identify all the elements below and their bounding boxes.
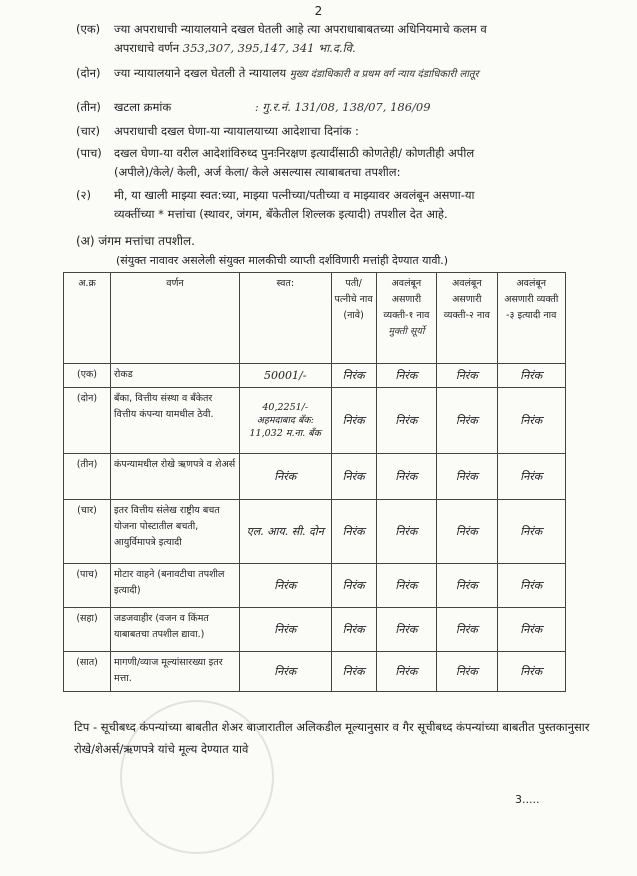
item-1 xyxy=(78,20,583,58)
row-dependent-1: निरंक xyxy=(376,564,436,608)
row-dependent-3: निरंक xyxy=(497,454,565,500)
table-row xyxy=(64,500,566,564)
row-self: निरंक xyxy=(240,454,332,500)
row-no: (एक) xyxy=(64,364,111,388)
table-row xyxy=(64,388,566,454)
header-dependent-2: अवलंबून असणारी व्यक्ती-२ नाव xyxy=(437,273,497,364)
header-self: स्वत: xyxy=(240,273,332,364)
row-self: एल. आय. सी. दोन xyxy=(240,500,332,564)
row-description: कंपन्यामधील रोखे ऋणपत्रे व शेअर्स xyxy=(111,454,240,500)
table-row xyxy=(64,652,566,692)
row-spouse: निरंक xyxy=(331,364,376,388)
item-1-label: (एक) xyxy=(76,22,101,36)
item-4-text: अपराधाची दखल घेणा-या न्यायालयाच्या आदेशाचा दिनांक : xyxy=(114,124,359,138)
item-5-label: (पाच) xyxy=(76,146,102,160)
row-self: 40,2251/- अहमदाबाद बँक: 11,032 म.ना. बँक xyxy=(240,388,332,454)
table-row xyxy=(64,364,566,388)
header-spouse: पती/पत्नीचे नाव (नावे) xyxy=(331,273,376,364)
header-description: वर्णन xyxy=(111,273,240,364)
row-no: (तीन) xyxy=(64,454,111,500)
item-5-line2: (अपीले)/केले/ केली, अर्ज केला/ केले असल्यास त्याबाबतचा तपशील: xyxy=(114,165,401,179)
row-dependent-1: निरंक xyxy=(376,608,436,652)
item-1-text: ज्या अपराधाची न्यायालयाने दखल घेतली आहे त्या अपराधाबाबतच्या अधिनियमाचे कलम व xyxy=(114,22,487,36)
page-number: 2 xyxy=(314,4,323,18)
row-dependent-3: निरंक xyxy=(497,364,565,388)
row-no: (पाच) xyxy=(64,564,111,608)
header-dependent-1 xyxy=(376,273,436,364)
row-dependent-1: निरंक xyxy=(376,652,436,692)
row-self: निरंक xyxy=(240,652,332,692)
row-dependent-2: निरंक xyxy=(437,564,497,608)
table-header-row xyxy=(64,273,566,364)
item-2-handwritten: मुख्य दंडाधिकारी व प्रथम वर्ग न्याय दंडाधिकारी लातूर xyxy=(289,69,479,80)
row-description: बँका, वित्तीय संस्था व बँकेतर वित्तीय कंपन्या यामधील ठेवी. xyxy=(111,388,240,454)
table-row xyxy=(64,454,566,500)
row-description: जडजवाहीर (वजन व किंमत याबाबतचा तपशील द्यावा.) xyxy=(111,608,240,652)
item-1-handwritten: 353,307, 395,147, 341 भा.द.वि. xyxy=(182,41,356,55)
row-spouse: निरंक xyxy=(331,388,376,454)
row-dependent-2: निरंक xyxy=(437,454,497,500)
row-self: निरंक xyxy=(240,608,332,652)
note-text: टिप - सूचीबध्द कंपन्यांच्या बाबतीत शेअर बाजारातील अलिकडील मूल्यानुसार व गैर सूचीबध्द कंपन्यांच्या बाबतीत पुस्तकानुसार रोखे/शेअर्स/ऋणपत्रे यांचे मूल्य देण्यात यावे xyxy=(74,720,590,756)
movable-assets-table xyxy=(63,272,566,692)
item-1-line2: अपराधाचे वर्णन xyxy=(114,41,180,55)
item-6-label: (२) xyxy=(76,188,91,202)
item-6-text: मी, या खाली माझ्या स्वत:च्या, माझ्या पत्नीच्या/पतीच्या व माझ्यावर अवलंबून असणा-या xyxy=(114,188,475,202)
header-dependent-1-text: अवलंबून असणारी व्यक्ती-१ नाव xyxy=(383,278,430,321)
section-a-title: (अ) जंगम मत्तांचा तपशील. xyxy=(76,234,195,248)
row-no: (दोन) xyxy=(64,388,111,454)
row-spouse: निरंक xyxy=(331,454,376,500)
item-5-text: दखल घेणा-या वरील आदेशांविरुध्द पुनःनिरक्षण इत्यादींसाठी कोणतेही/ कोणतीही अपील xyxy=(114,146,475,160)
item-5 xyxy=(78,144,583,182)
row-no: (सहा) xyxy=(64,608,111,652)
row-dependent-2: निरंक xyxy=(437,500,497,564)
row-dependent-1: निरंक xyxy=(376,364,436,388)
row-no: (सात) xyxy=(64,652,111,692)
row-self: निरंक xyxy=(240,564,332,608)
row-spouse: निरंक xyxy=(331,652,376,692)
row-dependent-1: निरंक xyxy=(376,454,436,500)
next-page-marker: 3..... xyxy=(515,793,540,806)
row-dependent-3: निरंक xyxy=(497,652,565,692)
item-3 xyxy=(78,98,583,117)
row-dependent-1: निरंक xyxy=(376,388,436,454)
row-description: रोकड xyxy=(111,364,240,388)
item-3-handwritten: : गु.र.नं. 131/08, 138/07, 186/09 xyxy=(254,100,431,114)
row-spouse: निरंक xyxy=(331,500,376,564)
row-dependent-3: निरंक xyxy=(497,608,565,652)
row-spouse: निरंक xyxy=(331,564,376,608)
row-no: (चार) xyxy=(64,500,111,564)
row-description: मोटार वाहने (बनावटीचा तपशील इत्यादी) xyxy=(111,564,240,608)
header-sr-no: अ.क्र xyxy=(64,273,111,364)
row-spouse: निरंक xyxy=(331,608,376,652)
item-3-text: खटला क्रमांक xyxy=(114,100,172,114)
item-2-label: (दोन) xyxy=(76,66,101,80)
row-dependent-2: निरंक xyxy=(437,652,497,692)
row-description: इतर वित्तीय संलेख राष्ट्रीय बचत योजना पोस्टातील बचती, आयुर्विमापत्रे इत्यादी xyxy=(111,500,240,564)
row-dependent-1: निरंक xyxy=(376,500,436,564)
header-dependent-3: अवलंबून असणारी व्यक्ती -३ इत्यादी नाव xyxy=(497,273,565,364)
item-4-label: (चार) xyxy=(76,124,100,138)
item-2-text: ज्या न्यायालयाने दखल घेतली ते न्यायालय xyxy=(114,66,287,80)
row-description: मागणी/व्याज मूल्यांसारख्या इतर मत्ता. xyxy=(111,652,240,692)
table-row xyxy=(64,608,566,652)
row-self: 50001/- xyxy=(240,364,332,388)
table-row xyxy=(64,564,566,608)
item-6 xyxy=(78,186,583,224)
row-dependent-3: निरंक xyxy=(497,564,565,608)
item-4 xyxy=(78,122,583,141)
item-6-line2: व्यक्तींच्या * मत्तांचा (स्थावर, जंगम, बँकेतील शिल्लक इत्यादी) तपशील देत आहे. xyxy=(114,207,448,221)
row-dependent-2: निरंक xyxy=(437,364,497,388)
row-dependent-3: निरंक xyxy=(497,388,565,454)
row-dependent-3: निरंक xyxy=(497,500,565,564)
row-dependent-2: निरंक xyxy=(437,608,497,652)
row-dependent-2: निरंक xyxy=(437,388,497,454)
item-3-label: (तीन) xyxy=(76,100,101,114)
item-2 xyxy=(78,64,583,84)
header-dependent-1-handwritten: मुक्ती सूर्यो xyxy=(388,326,425,337)
section-a-note: (संयुक्त नावावर असलेली संयुक्त मालकीची व्याप्ती दर्शविणारी मत्तांही देण्यात यावी.) xyxy=(116,254,449,267)
